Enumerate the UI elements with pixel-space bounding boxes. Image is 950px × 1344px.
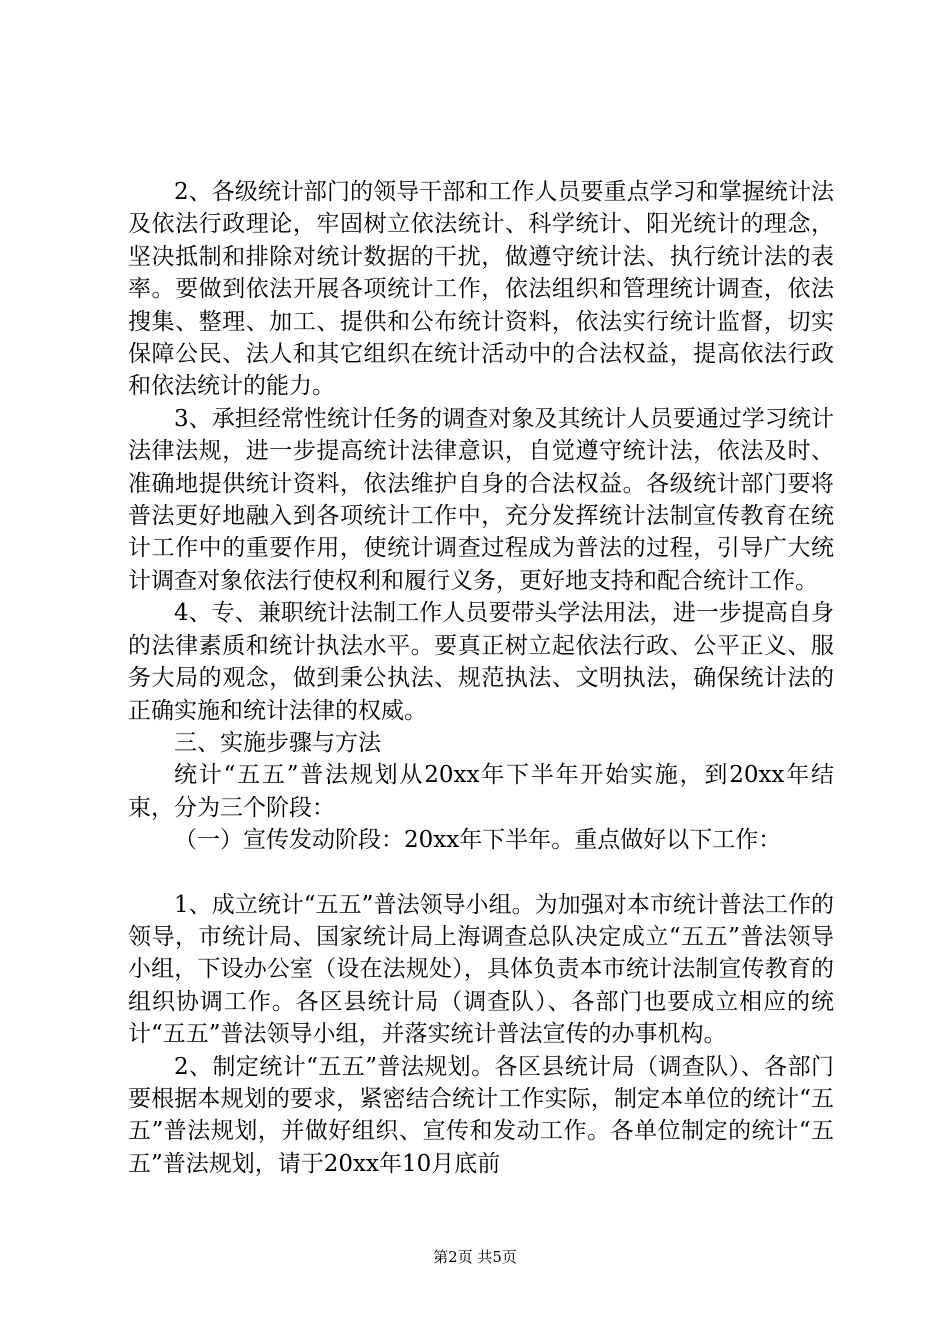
paragraph-step-2: 2、制定统计“五五”普法规划。各区县统计局（调查队）、各部门要根据本规划的要求，紧密结合统计工作实际，制定本单位的统计“五五”普法规划，并做好组织、宣传和发动工作。各单位制定的统计“五五”普法规划，请于20xx年10月底前: [128, 1053, 834, 1177]
paragraph-item-4: 4、专、兼职统计法制工作人员要带头学法用法，进一步提高自身的法律素质和统计执法水平。要真正树立起依法行政、公平正义、服务大局的观念，做到秉公执法、规范执法、文明执法，确保统计法的正确实施和统计法律的权威。: [128, 600, 834, 724]
paragraph-item-2: 2、各级统计部门的领导干部和工作人员要重点学习和掌握统计法及依法行政理论，牢固树立依法统计、科学统计、阳光统计的理念，坚决抵制和排除对统计数据的干扰，做遵守统计法、执行统计法的表率。要做到依法开展各项统计工作，依法组织和管理统计调查，依法搜集、整理、加工、提供和公布统计资料，依法实行统计监督，切实保障公民、法人和其它组织在统计活动中的合法权益，提高依法行政和依法统计的能力。: [128, 179, 834, 400]
page-footer: 第2页 共5页: [433, 1248, 517, 1266]
section-heading: 三、实施步骤与方法: [174, 729, 381, 756]
paragraph-plan-overview: 统计“五五”普法规划从20xx年下半年开始实施，到20xx年结束，分为三个阶段：: [128, 762, 834, 821]
subsection-heading: （一）宣传发动阶段：20xx年下半年。重点做好以下工作：: [174, 827, 782, 854]
paragraph-item-3: 3、承担经常性统计任务的调查对象及其统计人员要通过学习统计法律法规，进一步提高统计法律意识，自觉遵守统计法，依法及时、准确地提供统计资料，依法维护自身的合法权益。各级统计部门要将普法更好地融入到各项统计工作中，充分发挥统计法制宣传教育在统计工作中的重要作用，使统计调查过程成为普法的过程，引导广大统计调查对象依法行使权利和履行义务，更好地支持和配合统计工作。: [128, 405, 834, 594]
paragraph-step-1: 1、成立统计“五五”普法领导小组。为加强对本市统计普法工作的领导，市统计局、国家统计局上海调查总队决定成立“五五”普法领导小组，下设办公室（设在法规处），具体负责本市统计法制宣传教育的组织协调工作。各区县统计局（调查队）、各部门也要成立相应的统计“五五”普法领导小组，并落实统计普法宣传的办事机构。: [128, 891, 834, 1048]
document-body: [128, 176, 834, 1180]
